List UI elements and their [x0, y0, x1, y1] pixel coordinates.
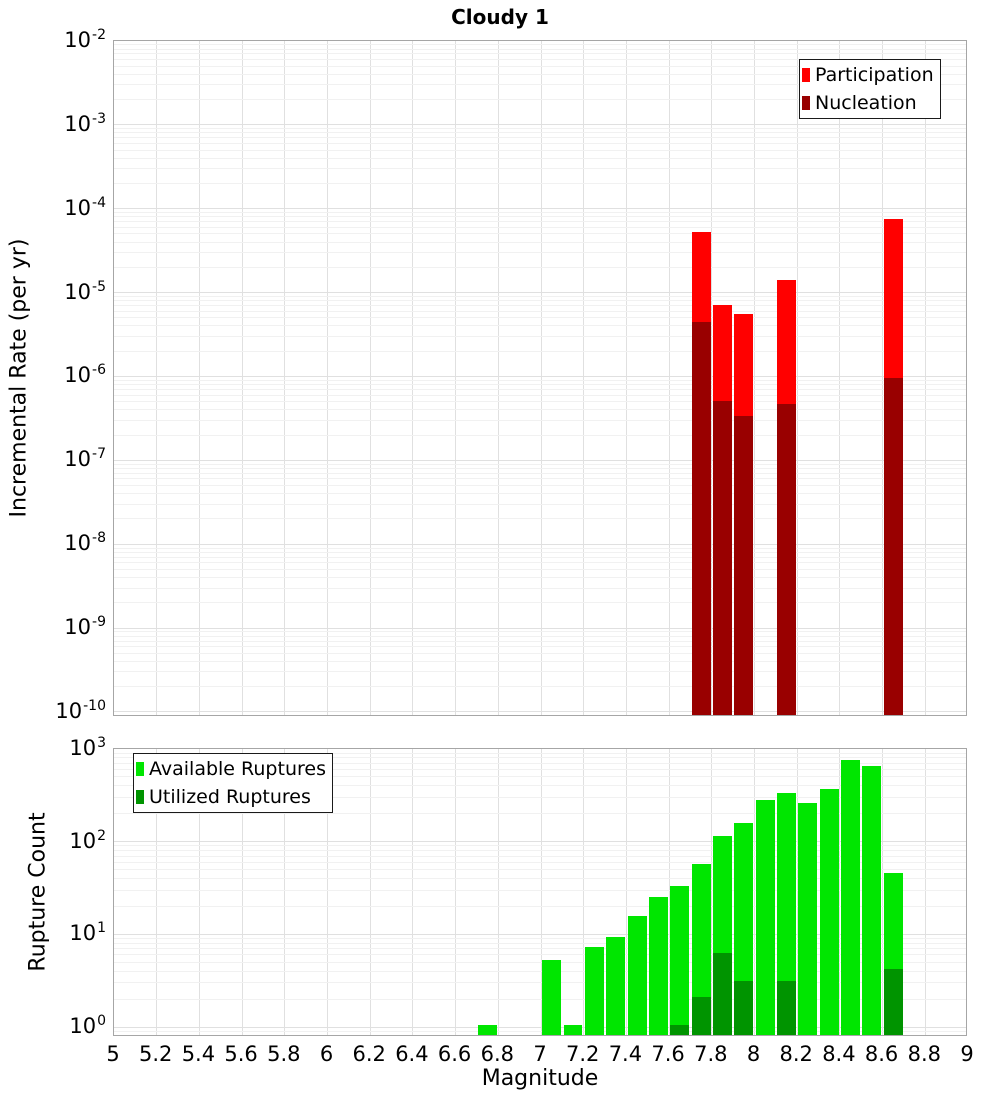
bar-available-7.15: [564, 1025, 583, 1035]
bar-available-7.65: [670, 886, 689, 1035]
x-tick-label: 8.8: [907, 1042, 941, 1066]
gridline-minor: [114, 325, 966, 326]
gridline-major: [114, 292, 966, 293]
bar-available-7.45: [628, 916, 647, 1035]
gridline-minor: [114, 53, 966, 54]
gridline-minor: [114, 158, 966, 159]
gridline-major: [114, 628, 966, 629]
y-tick-label: $10^{-2}$: [64, 27, 106, 52]
gridline-minor: [114, 336, 966, 337]
gridline-vertical: [412, 749, 413, 1035]
gridline-minor: [114, 552, 966, 553]
gridline-minor: [114, 128, 966, 129]
x-tick-label: 6.4: [395, 1042, 429, 1066]
gridline-major: [114, 544, 966, 545]
gridline-minor: [114, 311, 966, 312]
legend-rate: [799, 59, 941, 119]
gridline-minor: [114, 296, 966, 297]
gridline-minor: [114, 671, 966, 672]
gridline-minor: [114, 168, 966, 169]
y-tick-label: $10^3$: [69, 735, 106, 760]
gridline-minor: [114, 569, 966, 570]
gridline-minor: [114, 588, 966, 589]
bar-available-8.55: [862, 766, 881, 1035]
gridline-minor: [114, 653, 966, 654]
gridline-minor: [114, 602, 966, 603]
legend-item-utilized: [136, 783, 326, 811]
bar-available-8.45: [841, 760, 860, 1035]
legend-item-participation: [802, 61, 934, 89]
bar-nucleation-7.75: [692, 322, 711, 715]
y-tick-label: $10^{-10}$: [55, 697, 106, 723]
bar-utilized-7.95: [734, 981, 753, 1035]
gridline-minor: [114, 686, 966, 687]
x-tick-label: 5: [106, 1042, 120, 1066]
gridline-vertical: [925, 749, 926, 1035]
gridline-minor: [114, 641, 966, 642]
gridline-minor: [114, 518, 966, 519]
gridline-minor: [114, 548, 966, 549]
x-tick-label: 7.4: [608, 1042, 643, 1066]
x-tick-label: 7.6: [651, 1042, 685, 1066]
gridline-minor: [114, 143, 966, 144]
gridline-minor: [114, 646, 966, 647]
x-tick-label: 7: [533, 1042, 547, 1066]
bar-utilized-7.75: [692, 997, 711, 1035]
bar-available-7.25: [585, 947, 604, 1035]
gridline-minor: [114, 504, 966, 505]
available-ruptures-swatch-icon: [136, 762, 144, 776]
gridline-vertical: [498, 749, 499, 1035]
gridline-minor: [114, 577, 966, 578]
x-tick-label: 9: [960, 1042, 974, 1066]
gridline-minor: [114, 485, 966, 486]
x-tick-label: 6.6: [437, 1042, 472, 1066]
gridline-minor: [114, 473, 966, 474]
gridline-minor: [114, 227, 966, 228]
gridline-minor: [114, 132, 966, 133]
gridline-major: [114, 460, 966, 461]
gridline-minor: [114, 380, 966, 381]
y-axis-title-count: Rupture Count: [25, 812, 51, 972]
utilized-ruptures-swatch-icon: [136, 790, 144, 804]
y-tick-label: $10^{-9}$: [64, 614, 106, 640]
participation-swatch-icon: [802, 68, 810, 82]
gridline-vertical: [455, 749, 456, 1035]
bar-nucleation-7.85: [713, 401, 732, 715]
legend-label-available: Available Ruptures: [149, 758, 326, 780]
legend-label-participation: Participation: [815, 64, 934, 86]
y-tick-label: $10^{-4}$: [64, 194, 106, 220]
gridline-minor: [114, 493, 966, 494]
bar-utilized-8.15: [777, 981, 796, 1035]
gridline-major: [114, 208, 966, 209]
x-tick-label: 7.8: [694, 1042, 728, 1066]
bar-utilized-7.65: [670, 1025, 689, 1035]
gridline-minor: [114, 464, 966, 465]
y-tick-label: $10^{-3}$: [64, 110, 106, 136]
gridline-major: [114, 124, 966, 125]
x-tick-label: 6.2: [352, 1042, 386, 1066]
bar-nucleation-8.15: [777, 404, 796, 715]
y-tick-label: $10^{-8}$: [64, 530, 106, 556]
y-tick-label: $10^2$: [69, 827, 106, 853]
gridline-minor: [114, 137, 966, 138]
bar-available-6.75: [478, 1025, 497, 1035]
y-tick-label: $10^{-6}$: [64, 362, 106, 388]
gridline-vertical: [370, 749, 371, 1035]
gridline-minor: [114, 183, 966, 184]
gridline-minor: [114, 212, 966, 213]
legend-label-utilized: Utilized Ruptures: [149, 786, 311, 808]
y-tick-label: $10^0$: [69, 1013, 106, 1039]
x-tick-label: 5.6: [224, 1042, 258, 1066]
gridline-minor: [114, 384, 966, 385]
gridline-minor: [114, 435, 966, 436]
gridline-minor: [114, 300, 966, 301]
gridline-minor: [114, 401, 966, 402]
gridline-minor: [114, 216, 966, 217]
gridline-minor: [114, 636, 966, 637]
legend-item-available: [136, 755, 326, 783]
gridline-minor: [114, 557, 966, 558]
chart-title: Cloudy 1: [451, 5, 549, 29]
gridline-minor: [114, 317, 966, 318]
x-tick-label: 5.2: [138, 1042, 173, 1066]
gridline-minor: [114, 468, 966, 469]
gridline-minor: [114, 242, 966, 243]
gridline-minor: [114, 631, 966, 632]
bar-utilized-7.85: [713, 953, 732, 1035]
x-tick-label: 8.4: [822, 1042, 856, 1066]
gridline-major: [114, 376, 966, 377]
gridline-minor: [114, 150, 966, 151]
gridline-minor: [114, 233, 966, 234]
y-axis-title-rate: Incremental Rate (per yr): [6, 238, 32, 518]
x-tick-label: 5.8: [267, 1042, 301, 1066]
gridline-minor: [114, 44, 966, 45]
bar-nucleation-7.95: [734, 416, 753, 715]
gridline-minor: [114, 389, 966, 390]
y-tick-label: $10^{-7}$: [64, 446, 106, 472]
x-tick-label: 7.2: [565, 1042, 600, 1066]
bar-available-7.05: [542, 960, 561, 1035]
x-tick-label: 6: [319, 1042, 334, 1066]
bar-utilized-8.65: [884, 969, 903, 1035]
incremental-rate-plot: [113, 40, 967, 716]
gridline-minor: [114, 478, 966, 479]
x-tick-label: 5.4: [181, 1042, 216, 1066]
y-tick-label: $10^1$: [69, 920, 106, 946]
gridline-minor: [114, 395, 966, 396]
gridline-minor: [114, 409, 966, 410]
bar-nucleation-8.65: [884, 378, 903, 715]
legend-ruptures: [133, 753, 333, 813]
bar-available-8.35: [820, 789, 839, 1035]
x-tick-label: 8.6: [864, 1042, 899, 1066]
gridline-minor: [114, 49, 966, 50]
x-tick-label: 8: [746, 1042, 761, 1066]
bar-available-8.25: [798, 803, 817, 1035]
gridline-minor: [114, 252, 966, 253]
nucleation-swatch-icon: [802, 96, 810, 110]
gridline-minor: [114, 305, 966, 306]
gridline-minor: [114, 661, 966, 662]
x-tick-label: 8.2: [779, 1042, 813, 1066]
gridline-minor: [114, 221, 966, 222]
x-tick-label: 6.8: [480, 1042, 514, 1066]
legend-label-nucleation: Nucleation: [815, 92, 917, 114]
bar-available-8.05: [756, 800, 775, 1035]
gridline-minor: [114, 420, 966, 421]
gridline-minor: [114, 351, 966, 352]
gridline-minor: [114, 267, 966, 268]
gridline-minor: [114, 562, 966, 563]
gridline-minor: [114, 715, 966, 716]
gridline-major: [114, 711, 966, 712]
x-axis-title: Magnitude: [481, 1066, 599, 1091]
bar-available-7.55: [649, 897, 668, 1035]
y-tick-label: $10^{-5}$: [64, 278, 106, 304]
bar-available-7.35: [606, 937, 625, 1035]
legend-item-nucleation: [802, 89, 934, 117]
